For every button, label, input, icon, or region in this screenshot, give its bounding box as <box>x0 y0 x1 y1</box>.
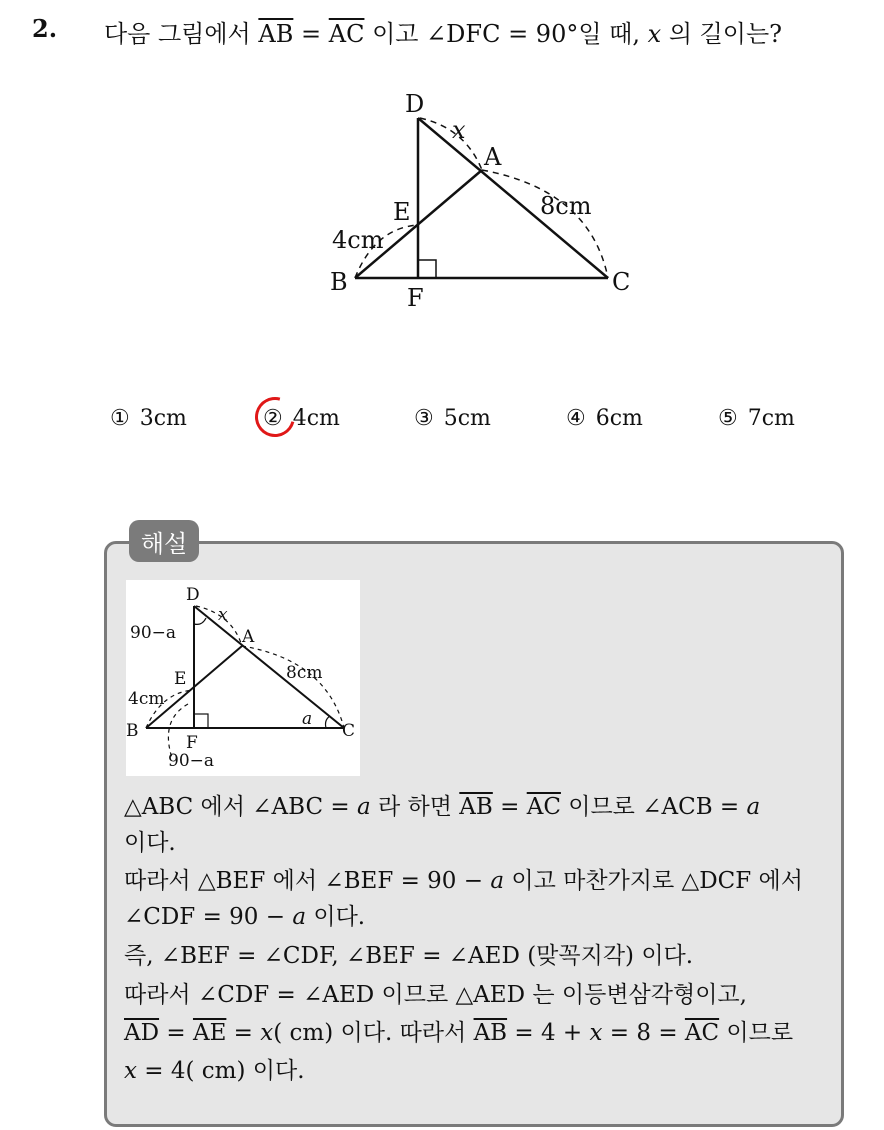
sol-label-a: A <box>242 627 255 647</box>
sol-label-b: B <box>126 721 139 741</box>
solution-figure <box>126 580 360 776</box>
sol-text: 따라서 △BEF 에서 ∠BEF = 90 − <box>124 868 491 894</box>
choice-3-mark: ③ <box>414 406 434 431</box>
choice-1[interactable] <box>110 406 187 431</box>
label-d: D <box>405 90 425 118</box>
choice-5-text: 7cm <box>747 406 795 431</box>
sol-seg-ac: $\overline{AC}$ <box>526 794 561 820</box>
sol-text: 라 하면 <box>370 794 460 820</box>
solution-line-4 <box>124 906 365 929</box>
choice-5[interactable] <box>718 406 795 431</box>
choice-2-mark: ② <box>263 406 283 431</box>
sol-text: 이므로 <box>719 1020 794 1046</box>
sol-label-c: C <box>342 721 356 741</box>
sol-angle-arc-c <box>326 716 331 728</box>
sol-angle-arc-d <box>194 618 206 624</box>
label-c: C <box>612 268 631 296</box>
sol-var: a <box>292 904 307 930</box>
equals-sign: = <box>300 20 322 48</box>
choice-4-mark: ④ <box>566 406 586 431</box>
sol-text: ∠CDF = 90 − <box>124 904 293 930</box>
choice-1-mark: ① <box>110 406 130 431</box>
question-number: 2. <box>32 14 58 43</box>
sol-var: a <box>490 868 505 894</box>
choice-3[interactable] <box>414 406 491 431</box>
sol-label-angle-c: a <box>302 709 313 729</box>
sol-text: = 4 + <box>507 1020 590 1046</box>
label-e: E <box>393 198 411 226</box>
sol-label-4cm: 4cm <box>128 689 165 709</box>
sol-var: x <box>260 1020 274 1046</box>
label-4cm: 4cm <box>332 226 384 254</box>
variable-x: x <box>647 20 662 48</box>
sol-text: = <box>159 1020 193 1046</box>
sol-seg-ab: $\overline{AB}$ <box>459 794 493 820</box>
choice-4-text: 6cm <box>595 406 643 431</box>
sol-seg-ac: $\overline{AC}$ <box>684 1020 720 1046</box>
segment-ac: $\overline{AC}$ <box>328 20 365 48</box>
solution-line-7 <box>124 1022 793 1045</box>
sol-seg-ad: $\overline{AD}$ <box>124 1020 160 1046</box>
solution-tag: 해설 <box>129 520 199 562</box>
sol-text: 이고 마찬가지로 △DCF 에서 <box>504 868 803 894</box>
solution-line-2: 이다. <box>124 830 176 856</box>
label-x: x <box>452 116 466 144</box>
sol-text: = <box>492 794 527 820</box>
question-text <box>104 14 782 49</box>
solution-line-1 <box>124 796 760 819</box>
sol-var: a <box>746 794 761 820</box>
solution-line-3 <box>124 870 803 893</box>
sol-text: 이므로 ∠ACB = <box>560 794 747 820</box>
sol-label-f: F <box>186 733 198 753</box>
choice-3-text: 5cm <box>443 406 491 431</box>
sol-label-e: E <box>174 669 187 689</box>
sol-var: a <box>356 794 371 820</box>
choice-4[interactable] <box>566 406 643 431</box>
solution-figure-panel <box>126 580 360 776</box>
sol-var: x <box>124 1058 137 1084</box>
solution-line-6: 따라서 ∠CDF = ∠AED 이므로 △AED 는 이등변삼각형이고, <box>124 982 747 1008</box>
sol-text: △ABC 에서 ∠ABC = <box>124 794 357 820</box>
question-text-part: 이고 ∠DFC = 90°일 때, <box>372 20 640 48</box>
label-a: A <box>484 143 502 171</box>
triangle-figure <box>320 85 650 320</box>
sol-seg-ae: $\overline{AE}$ <box>192 1020 227 1046</box>
sol-label-d: D <box>186 585 200 605</box>
solution-line-5: 즉, ∠BEF = ∠CDF, ∠BEF = ∠AED (맞꼭지각) 이다. <box>124 943 694 969</box>
label-f: F <box>407 284 424 312</box>
question-text-part: 다음 그림에서 <box>104 20 251 48</box>
choice-1-text: 3cm <box>139 406 187 431</box>
sol-label-x: x <box>218 605 228 625</box>
sol-label-angle-d: 90−a <box>130 623 177 643</box>
choice-5-mark: ⑤ <box>718 406 738 431</box>
sol-text: = <box>226 1020 261 1046</box>
sol-text: = 8 = <box>602 1020 685 1046</box>
choice-2-text: 4cm <box>292 406 340 431</box>
segment-ab: $\overline{AB}$ <box>258 20 294 48</box>
sol-seg-ab: $\overline{AB}$ <box>473 1020 508 1046</box>
sol-label-angle-e: 90−a <box>168 751 215 771</box>
solution-line-8 <box>124 1060 305 1083</box>
sol-right-angle-mark <box>194 714 208 728</box>
sol-text: ( cm) 이다. 따라서 <box>273 1020 474 1046</box>
sol-var: x <box>589 1020 603 1046</box>
sol-label-8cm: 8cm <box>286 663 323 683</box>
sol-text: = 4( cm) 이다. <box>136 1058 305 1084</box>
answer-choices <box>0 406 884 446</box>
label-b: B <box>330 268 348 296</box>
sol-text: 이다. <box>306 904 366 930</box>
arc-x <box>420 118 482 170</box>
right-angle-mark <box>418 260 436 278</box>
question-text-part: 의 길이는? <box>668 20 783 48</box>
label-8cm: 8cm <box>540 192 592 220</box>
